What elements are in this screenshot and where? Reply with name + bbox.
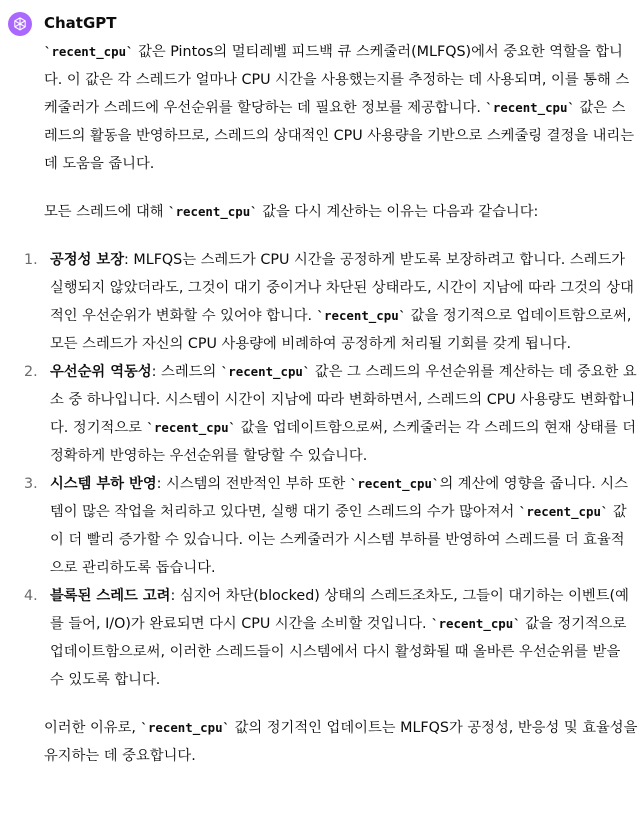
inline-code: `recent_cpu` <box>140 720 231 735</box>
intro-text: 값은 Pintos의 멀티레벨 피드백 큐 스케줄러(MLFQS)에서 중요한 역할을 합니다. 이 값은 각 스레드가 얼마나 CPU 시간을 사용했는지를 추정하는 데 사용되며, 이를 통해 스케줄러가 스레드에 우선순위를 할당하는 데 필요한 정보를 제공합니다. <box>44 44 630 116</box>
item-text: : 시스템의 전반적인 부하 또한 <box>156 476 350 492</box>
message-author: ChatGPT <box>44 14 117 32</box>
inline-code: `recent_cpu` <box>485 100 575 115</box>
list-number: 2. <box>24 364 38 380</box>
item-title: 공정성 보장 <box>50 252 125 268</box>
intro-paragraph <box>44 38 638 178</box>
list-item <box>24 470 638 582</box>
item-text: 값을 정기적으로 업데이트함으로써, 모든 스레드가 자신의 CPU 사용량에 비례하여 공정하게 처리될 기회를 갖게 됩니다. <box>50 308 632 352</box>
inline-code: `recent_cpu` <box>316 308 407 323</box>
lead-paragraph <box>44 198 638 226</box>
inline-code: `recent_cpu` <box>349 476 440 491</box>
conclusion-text: 값의 정기적인 업데이트는 MLFQS가 공정성, 반응성 및 효율성을 유지하는 데 중요합니다. <box>44 720 638 764</box>
item-text: 값이 더 빨리 증가할 수 있습니다. 이는 스케줄러가 시스템 부하를 반영하여 스레드를 더 효율적으로 관리하도록 돕습니다. <box>50 504 627 576</box>
item-text: 값을 업데이트함으로써, 스케줄러는 각 스레드의 현재 상태를 더 정확하게 반영하는 우선순위를 할당할 수 있습니다. <box>50 420 637 464</box>
item-text: 값은 그 스레드의 우선순위를 계산하는 데 중요한 요소 중 하나입니다. 시스템이 시간이 지남에 따라 변화하면서, 스레드의 CPU 사용량도 변화합니다. 정기적으로 <box>50 364 637 436</box>
inline-code: `recent_cpu` <box>168 204 258 219</box>
item-text: 값을 정기적으로 업데이트함으로써, 이러한 스레드들이 시스템에서 다시 활성화될 때 올바른 우선순위를 받을 수 있도록 합니다. <box>50 616 627 688</box>
list-number: 3. <box>24 476 38 492</box>
reasons-list <box>24 246 638 694</box>
item-title: 우선순위 역동성 <box>50 364 152 380</box>
openai-logo-icon <box>8 12 32 36</box>
item-text: : 심지어 차단(blocked) 상태의 스레드조차도, 그들이 대기하는 이벤트(예를 들어, I/O)가 완료되면 다시 CPU 시간을 소비할 것입니다. <box>50 588 629 632</box>
list-number: 4. <box>24 588 38 604</box>
item-title: 블록된 스레드 고려 <box>50 588 171 604</box>
item-text: 의 계산에 영향을 줍니다. 시스템이 많은 작업을 처리하고 있다면, 실행 대기 중인 스레드의 수가 많아져서 <box>50 476 628 520</box>
inline-code: `recent_cpu` <box>518 504 609 519</box>
item-text: : 스레드의 <box>151 364 221 380</box>
message-content <box>24 38 638 770</box>
lead-text: 모든 스레드에 대해 <box>44 204 169 220</box>
list-number: 1. <box>24 252 38 268</box>
inline-code: `recent_cpu` <box>44 44 134 59</box>
list-item <box>24 582 638 694</box>
list-item <box>24 358 638 470</box>
conclusion-paragraph <box>44 714 638 770</box>
inline-code: `recent_cpu` <box>220 364 311 379</box>
lead-text: 값을 다시 계산하는 이유는 다음과 같습니다: <box>257 204 539 220</box>
item-title: 시스템 부하 반영 <box>50 476 157 492</box>
inline-code: `recent_cpu` <box>146 420 237 435</box>
inline-code: `recent_cpu` <box>431 616 521 631</box>
intro-text: 값은 스레드의 활동을 반영하므로, 스레드의 상대적인 CPU 사용량을 기반으로 스케줄링 결정을 내리는 데 도움을 줍니다. <box>44 100 635 172</box>
item-text: : MLFQS는 스레드가 CPU 시간을 공정하게 받도록 보장하려고 합니다. 스레드가 실행되지 않았더라도, 그것이 대기 중이거나 차단된 상태라도, 시간이 지남에 따라 그것의 상대적인 우선순위가 변화할 수 있어야 합니다. <box>50 252 634 324</box>
conclusion-text: 이러한 이유로, <box>44 720 141 736</box>
list-item <box>24 246 638 358</box>
